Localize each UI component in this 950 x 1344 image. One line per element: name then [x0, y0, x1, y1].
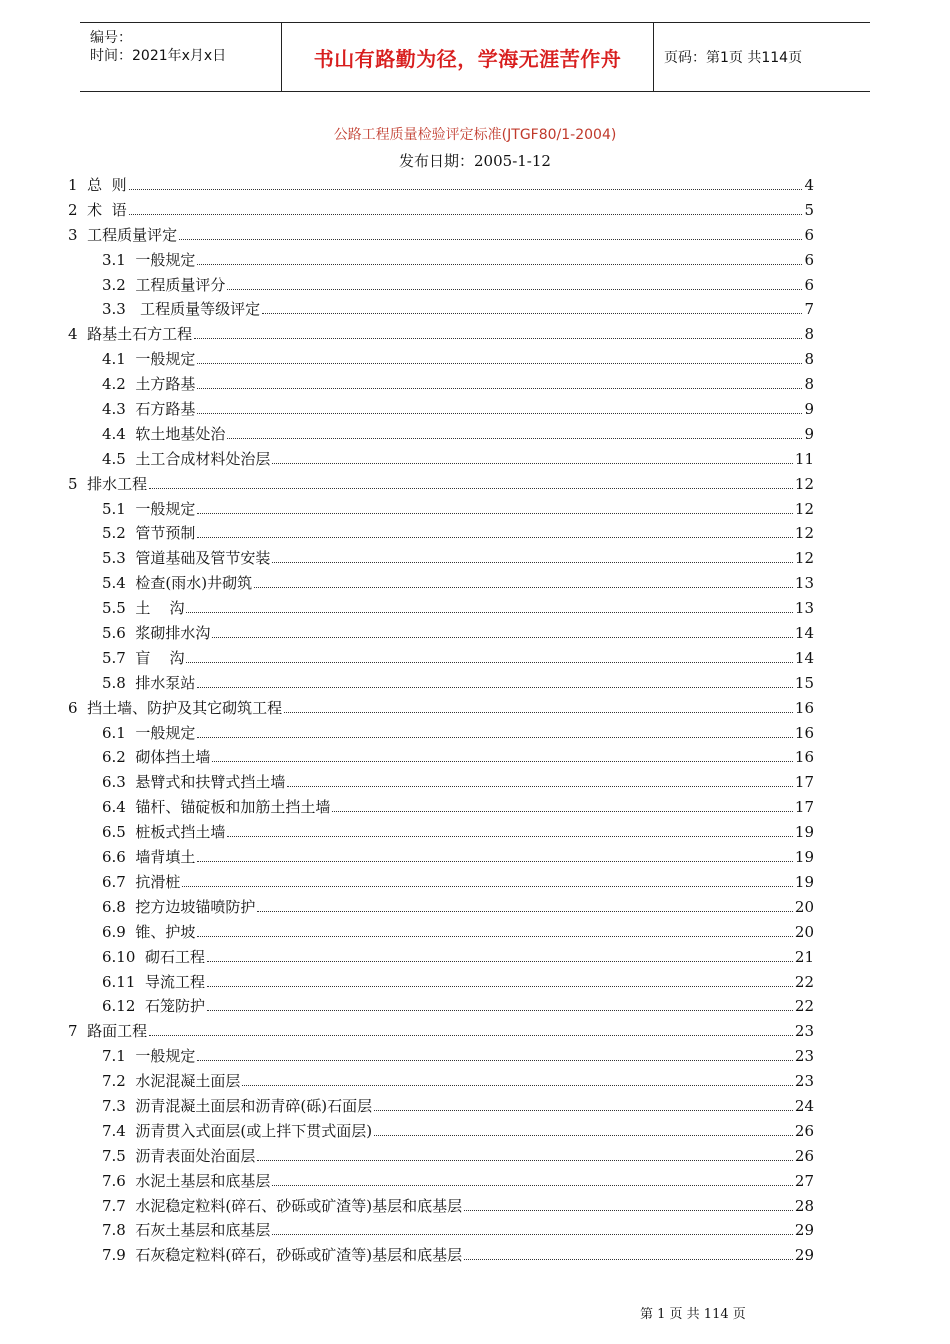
- toc-entry-leader: [194, 338, 802, 339]
- toc-entry-page: 12: [794, 474, 814, 493]
- toc-entry-spacer: [126, 1147, 136, 1165]
- toc-entry-leader: [374, 1135, 793, 1136]
- toc-entry-spacer: [126, 549, 136, 567]
- toc-entry-leader: [284, 712, 793, 713]
- toc-entry-page: 19: [794, 872, 814, 891]
- toc-entry-title: 管节预制: [135, 524, 196, 543]
- toc-entry-title: 排水工程: [87, 474, 148, 493]
- toc-entry-number: 7.5: [102, 1146, 126, 1165]
- toc-entry-spacer: [78, 475, 88, 493]
- toc-entry-page: 23: [794, 1072, 814, 1091]
- toc-entry-spacer: [126, 848, 136, 866]
- toc-entry-number: 5.2: [102, 524, 126, 543]
- toc-entry[interactable]: [68, 1020, 814, 1045]
- toc-entry-leader: [149, 1035, 793, 1036]
- toc-entry-title: 工程质量评定: [87, 225, 178, 244]
- toc-entry[interactable]: [68, 498, 814, 523]
- toc-entry-title: 墙背填土: [135, 848, 196, 867]
- toc-entry-title: 石方路基: [135, 400, 196, 419]
- toc-entry-title: 石灰土基层和底基层: [135, 1221, 271, 1240]
- toc-entry[interactable]: [68, 1120, 814, 1145]
- toc-entry[interactable]: [68, 274, 814, 299]
- toc-entry-title: 盲 沟: [135, 648, 185, 667]
- toc-entry-page: 19: [794, 823, 814, 842]
- toc-entry-leader: [212, 761, 792, 762]
- toc-entry-leader: [464, 1259, 793, 1260]
- toc-entry-page: 26: [794, 1146, 814, 1165]
- toc-entry-title: 锚杆、锚碇板和加筋土挡土墙: [135, 798, 331, 817]
- toc-entry[interactable]: [68, 1170, 814, 1195]
- toc-entry-spacer: [126, 773, 136, 791]
- toc-entry-page: 5: [804, 200, 814, 219]
- toc-entry[interactable]: [68, 547, 814, 572]
- toc-entry-title: 土方路基: [135, 375, 196, 394]
- header-page-cell: [654, 23, 870, 91]
- toc-entry-page: 12: [794, 549, 814, 568]
- toc-entry-spacer: [126, 649, 136, 667]
- publish-date: 发布日期：2005-1-12: [399, 152, 551, 170]
- toc-entry-number: 7.9: [102, 1246, 126, 1265]
- page-footer: 第 1 页 共 114 页: [640, 1307, 746, 1322]
- toc-entry-spacer: [78, 325, 88, 343]
- toc-entry-leader: [197, 1060, 792, 1061]
- toc-entry-leader: [272, 562, 792, 563]
- toc-entry-spacer: [126, 624, 136, 642]
- toc-entry-number: 6.4: [102, 798, 126, 817]
- toc-entry[interactable]: [68, 971, 814, 996]
- header-table: [80, 22, 870, 92]
- toc-entry[interactable]: [68, 1070, 814, 1095]
- toc-entry-spacer: [135, 948, 145, 966]
- toc-entry-spacer: [126, 1246, 136, 1264]
- toc-entry-number: 7.2: [102, 1072, 126, 1091]
- toc-entry-leader: [197, 388, 802, 389]
- toc-entry[interactable]: [68, 1244, 814, 1269]
- toc-entry-title: 水泥稳定粒料(碎石、砂砾或矿渣等)基层和底基层: [135, 1196, 463, 1215]
- toc-entry[interactable]: [68, 771, 814, 796]
- toc-entry-leader: [262, 313, 802, 314]
- toc-entry-spacer: [126, 450, 136, 468]
- toc-entry-number: 6.2: [102, 748, 126, 767]
- toc-entry-number: 4.4: [102, 424, 126, 443]
- toc-entry-title: 抗滑桩: [135, 872, 181, 891]
- toc-entry-title: 一般规定: [135, 250, 196, 269]
- toc-entry[interactable]: [68, 921, 814, 946]
- toc-entry-title: 砌石工程: [144, 947, 205, 966]
- toc-entry-title: 路基土石方工程: [87, 325, 193, 344]
- toc-entry-spacer: [126, 1047, 136, 1065]
- toc-entry-spacer: [135, 997, 145, 1015]
- toc-entry-spacer: [126, 425, 136, 443]
- toc-entry-spacer: [126, 1221, 136, 1239]
- toc-entry[interactable]: [68, 199, 814, 224]
- toc-entry-number: 5.1: [102, 499, 126, 518]
- toc-entry-leader: [197, 363, 802, 364]
- toc-entry-title: 沥青贯入式面层(或上拌下贯式面层): [135, 1121, 373, 1140]
- toc-entry-number: 6.9: [102, 922, 126, 941]
- toc-entry-leader: [197, 861, 792, 862]
- toc-entry-spacer: [126, 898, 136, 916]
- toc-entry-number: 5.5: [102, 599, 126, 618]
- toc-entry-number: 7.3: [102, 1096, 126, 1115]
- toc-entry-page: 12: [794, 499, 814, 518]
- toc-entry-title: 桩板式挡土墙: [135, 823, 226, 842]
- toc-entry-spacer: [126, 823, 136, 841]
- toc-entry-spacer: [126, 251, 136, 269]
- toc-entry-page: 9: [804, 424, 814, 443]
- toc-entry-spacer: [78, 226, 88, 244]
- document-number-label: 编号：: [90, 30, 132, 46]
- toc-entry-title: 沥青表面处治面层: [135, 1146, 256, 1165]
- toc-entry-leader: [129, 189, 803, 190]
- toc-entry-number: 4.3: [102, 400, 126, 419]
- toc-entry-number: 6.10: [102, 947, 136, 966]
- page-code: 页码：第1页 共114页: [664, 50, 803, 66]
- toc-entry-page: 11: [794, 449, 814, 468]
- toc-entry-spacer: [126, 1097, 136, 1115]
- toc-entry-number: 7.8: [102, 1221, 126, 1240]
- toc-entry-leader: [179, 239, 802, 240]
- toc-entry-number: 4.1: [102, 350, 126, 369]
- toc-entry[interactable]: [68, 572, 814, 597]
- toc-entry-page: 27: [794, 1171, 814, 1190]
- toc-entry[interactable]: [68, 249, 814, 274]
- toc-entry-page: 29: [794, 1221, 814, 1240]
- toc-entry-page: 16: [794, 748, 814, 767]
- toc-entry[interactable]: [68, 373, 814, 398]
- toc-entry-title: 水泥混凝土面层: [135, 1072, 241, 1091]
- toc-entry-title: 管道基础及管节安装: [135, 549, 271, 568]
- toc-entry-title: 一般规定: [135, 350, 196, 369]
- toc-entry[interactable]: [68, 995, 814, 1020]
- toc-entry[interactable]: [68, 697, 814, 722]
- toc-entry-title: 石灰稳定粒料(碎石，砂砾或矿渣等)基层和底基层: [135, 1246, 463, 1265]
- toc-entry-number: 5.6: [102, 624, 126, 643]
- toc-entry-number: 3.1: [102, 250, 126, 269]
- toc-entry-number: 6.5: [102, 823, 126, 842]
- table-of-contents: [68, 174, 814, 1269]
- toc-entry-title: 浆砌排水沟: [135, 624, 211, 643]
- toc-entry-page: 9: [804, 400, 814, 419]
- toc-entry-leader: [374, 1110, 793, 1111]
- toc-entry-title: 检查(雨水)井砌筑: [135, 574, 253, 593]
- toc-entry[interactable]: [68, 1145, 814, 1170]
- toc-entry-leader: [182, 886, 792, 887]
- toc-entry[interactable]: [68, 423, 814, 448]
- toc-entry-number: 7.1: [102, 1047, 126, 1066]
- toc-entry-number: 3.2: [102, 275, 126, 294]
- toc-entry[interactable]: [68, 1195, 814, 1220]
- toc-entry-title: 一般规定: [135, 1047, 196, 1066]
- toc-entry-title: 路面工程: [87, 1022, 148, 1041]
- toc-entry[interactable]: [68, 224, 814, 249]
- toc-entry-spacer: [126, 674, 136, 692]
- toc-entry-page: 8: [804, 375, 814, 394]
- toc-entry-page: 20: [794, 897, 814, 916]
- toc-entry-leader: [212, 637, 792, 638]
- toc-entry-spacer: [126, 1172, 136, 1190]
- toc-entry-page: 20: [794, 922, 814, 941]
- toc-entry[interactable]: [68, 821, 814, 846]
- toc-entry-number: 3: [68, 225, 78, 244]
- toc-entry[interactable]: [68, 597, 814, 622]
- toc-entry[interactable]: [68, 622, 814, 647]
- toc-entry-page: 23: [794, 1047, 814, 1066]
- toc-entry-leader: [332, 811, 792, 812]
- toc-entry-title: 术 语: [87, 200, 127, 219]
- toc-entry-title: 水泥土基层和底基层: [135, 1171, 271, 1190]
- toc-entry-page: 15: [794, 673, 814, 692]
- toc-entry-title: 工程质量等级评定: [135, 300, 261, 319]
- toc-entry-number: 4.5: [102, 449, 126, 468]
- toc-entry-spacer: [126, 400, 136, 418]
- toc-entry-spacer: [135, 973, 145, 991]
- toc-entry[interactable]: [68, 323, 814, 348]
- toc-entry-number: 6: [68, 698, 78, 717]
- toc-entry-title: 锥、护坡: [135, 922, 196, 941]
- toc-entry[interactable]: [68, 722, 814, 747]
- toc-entry-leader: [227, 289, 802, 290]
- toc-entry-spacer: [126, 500, 136, 518]
- toc-entry-number: 6.8: [102, 897, 126, 916]
- toc-entry[interactable]: [68, 896, 814, 921]
- toc-entry-number: 5.4: [102, 574, 126, 593]
- toc-entry-number: 7.7: [102, 1196, 126, 1215]
- toc-entry-number: 6.1: [102, 723, 126, 742]
- toc-entry-leader: [272, 1234, 792, 1235]
- toc-entry[interactable]: [68, 846, 814, 871]
- toc-entry-number: 6.6: [102, 848, 126, 867]
- toc-entry-leader: [197, 264, 802, 265]
- toc-entry-number: 7.6: [102, 1171, 126, 1190]
- toc-entry-leader: [197, 737, 792, 738]
- toc-entry-page: 16: [794, 723, 814, 742]
- motto-text: 书山有路勤为径，学海无涯苦作舟: [313, 46, 622, 71]
- toc-entry-title: 石笼防护: [144, 997, 205, 1016]
- toc-entry-number: 2: [68, 200, 78, 219]
- toc-entry-title: 沥青混凝土面层和沥青碎(砾)石面层: [135, 1096, 373, 1115]
- toc-entry-number: 7: [68, 1022, 78, 1041]
- toc-entry-spacer: [78, 176, 88, 194]
- toc-entry-page: 6: [804, 275, 814, 294]
- toc-entry-leader: [272, 1185, 792, 1186]
- toc-entry-spacer: [78, 201, 88, 219]
- toc-entry-spacer: [126, 873, 136, 891]
- toc-entry[interactable]: [68, 796, 814, 821]
- toc-entry-title: 砌体挡土墙: [135, 748, 211, 767]
- toc-entry-title: 挖方边坡锚喷防护: [135, 897, 256, 916]
- toc-entry[interactable]: [68, 1095, 814, 1120]
- toc-entry-title: 悬臂式和扶臂式挡土墙: [135, 773, 286, 792]
- header-meta-cell: [80, 23, 281, 91]
- toc-entry[interactable]: [68, 348, 814, 373]
- toc-entry-number: 5.7: [102, 648, 126, 667]
- toc-entry-leader: [257, 1160, 792, 1161]
- toc-entry-title: 一般规定: [135, 499, 196, 518]
- toc-entry-number: 4.2: [102, 375, 126, 394]
- toc-entry-page: 17: [794, 798, 814, 817]
- toc-entry-leader: [186, 662, 792, 663]
- toc-entry-leader: [272, 463, 792, 464]
- toc-entry-leader: [197, 413, 802, 414]
- toc-entry-spacer: [126, 748, 136, 766]
- toc-entry-title: 总 则: [87, 176, 127, 194]
- toc-entry-leader: [129, 214, 803, 215]
- toc-entry-leader: [254, 587, 793, 588]
- toc-entry-number: 6.3: [102, 773, 126, 792]
- toc-entry[interactable]: [68, 672, 814, 697]
- toc-entry-spacer: [126, 798, 136, 816]
- toc-entry-spacer: [126, 1122, 136, 1140]
- toc-entry-page: 7: [804, 300, 814, 319]
- toc-entry-spacer: [126, 1197, 136, 1215]
- toc-entry-page: 19: [794, 848, 814, 867]
- toc-entry-leader: [186, 612, 792, 613]
- toc-entry[interactable]: [68, 174, 814, 199]
- toc-entry-leader: [287, 786, 792, 787]
- toc-entry-page: 16: [794, 698, 814, 717]
- document-time-label: 时间：2021年x月x日: [90, 48, 227, 64]
- toc-entry[interactable]: [68, 522, 814, 547]
- toc-entry-title: 土 沟: [135, 599, 185, 618]
- toc-entry[interactable]: [68, 473, 814, 498]
- toc-entry[interactable]: [68, 746, 814, 771]
- toc-entry-leader: [197, 513, 792, 514]
- toc-entry-leader: [197, 936, 792, 937]
- toc-entry-number: 6.7: [102, 872, 126, 891]
- toc-entry-page: 24: [794, 1096, 814, 1115]
- toc-entry-spacer: [126, 524, 136, 542]
- toc-entry[interactable]: [68, 1219, 814, 1244]
- toc-entry-number: 3.3: [102, 300, 126, 319]
- toc-entry-leader: [257, 911, 792, 912]
- toc-entry-page: 8: [804, 325, 814, 344]
- toc-entry-title: 排水泵站: [135, 673, 196, 692]
- toc-entry-page: 21: [794, 947, 814, 966]
- toc-entry-page: 26: [794, 1121, 814, 1140]
- toc-entry-page: 8: [804, 350, 814, 369]
- toc-entry-spacer: [126, 599, 136, 617]
- toc-entry-spacer: [126, 350, 136, 368]
- toc-entry-title: 土工合成材料处治层: [135, 449, 271, 468]
- toc-entry-spacer: [126, 276, 136, 294]
- toc-entry-number: 6.11: [102, 972, 136, 991]
- toc-entry-number: 4: [68, 325, 78, 344]
- toc-entry-page: 4: [804, 176, 814, 194]
- document-title: 公路工程质量检验评定标准(JTGF80/1-2004): [333, 127, 617, 143]
- toc-entry-title: 软土地基处治: [135, 424, 226, 443]
- toc-entry-spacer: [78, 699, 88, 717]
- toc-entry-spacer: [126, 724, 136, 742]
- toc-entry[interactable]: [68, 946, 814, 971]
- toc-entry[interactable]: [68, 871, 814, 896]
- toc-entry-number: 7.4: [102, 1121, 126, 1140]
- toc-entry-leader: [207, 1010, 793, 1011]
- toc-entry-page: 22: [794, 997, 814, 1016]
- toc-entry-leader: [227, 836, 792, 837]
- toc-entry-title: 导流工程: [144, 972, 205, 991]
- toc-entry-page: 13: [794, 599, 814, 618]
- toc-entry-title: 工程质量评分: [135, 275, 226, 294]
- toc-entry-spacer: [126, 574, 136, 592]
- toc-entry-number: 6.12: [102, 997, 136, 1016]
- toc-entry-title: 挡土墙、防护及其它砌筑工程: [87, 698, 283, 717]
- toc-entry-spacer: [126, 300, 136, 318]
- toc-entry-leader: [464, 1210, 793, 1211]
- toc-entry-spacer: [126, 375, 136, 393]
- toc-entry-leader: [197, 537, 792, 538]
- toc-entry-page: 6: [804, 225, 814, 244]
- toc-entry-number: 5.8: [102, 673, 126, 692]
- toc-entry-leader: [207, 986, 793, 987]
- toc-entry[interactable]: [68, 448, 814, 473]
- toc-entry-leader: [149, 488, 793, 489]
- header-motto-cell: [281, 23, 654, 91]
- toc-entry-page: 12: [794, 524, 814, 543]
- toc-entry-page: 14: [794, 648, 814, 667]
- toc-entry-spacer: [126, 1072, 136, 1090]
- toc-entry[interactable]: [68, 298, 814, 323]
- toc-entry-leader: [227, 438, 802, 439]
- toc-entry-page: 17: [794, 773, 814, 792]
- toc-entry-spacer: [126, 923, 136, 941]
- toc-entry-leader: [207, 961, 793, 962]
- toc-entry-page: 13: [794, 574, 814, 593]
- toc-entry-number: 1: [68, 176, 78, 194]
- toc-entry-page: 23: [794, 1022, 814, 1041]
- toc-entry-page: 29: [794, 1246, 814, 1265]
- toc-entry[interactable]: [68, 647, 814, 672]
- toc-entry[interactable]: [68, 398, 814, 423]
- toc-entry-number: 5: [68, 474, 78, 493]
- toc-entry-page: 14: [794, 624, 814, 643]
- toc-entry-leader: [242, 1085, 792, 1086]
- toc-entry-leader: [197, 687, 792, 688]
- toc-entry-page: 6: [804, 250, 814, 269]
- toc-entry-page: 22: [794, 972, 814, 991]
- toc-entry-page: 28: [794, 1196, 814, 1215]
- toc-entry-spacer: [78, 1022, 88, 1040]
- toc-entry-number: 5.3: [102, 549, 126, 568]
- toc-entry-title: 一般规定: [135, 723, 196, 742]
- toc-entry[interactable]: [68, 1045, 814, 1070]
